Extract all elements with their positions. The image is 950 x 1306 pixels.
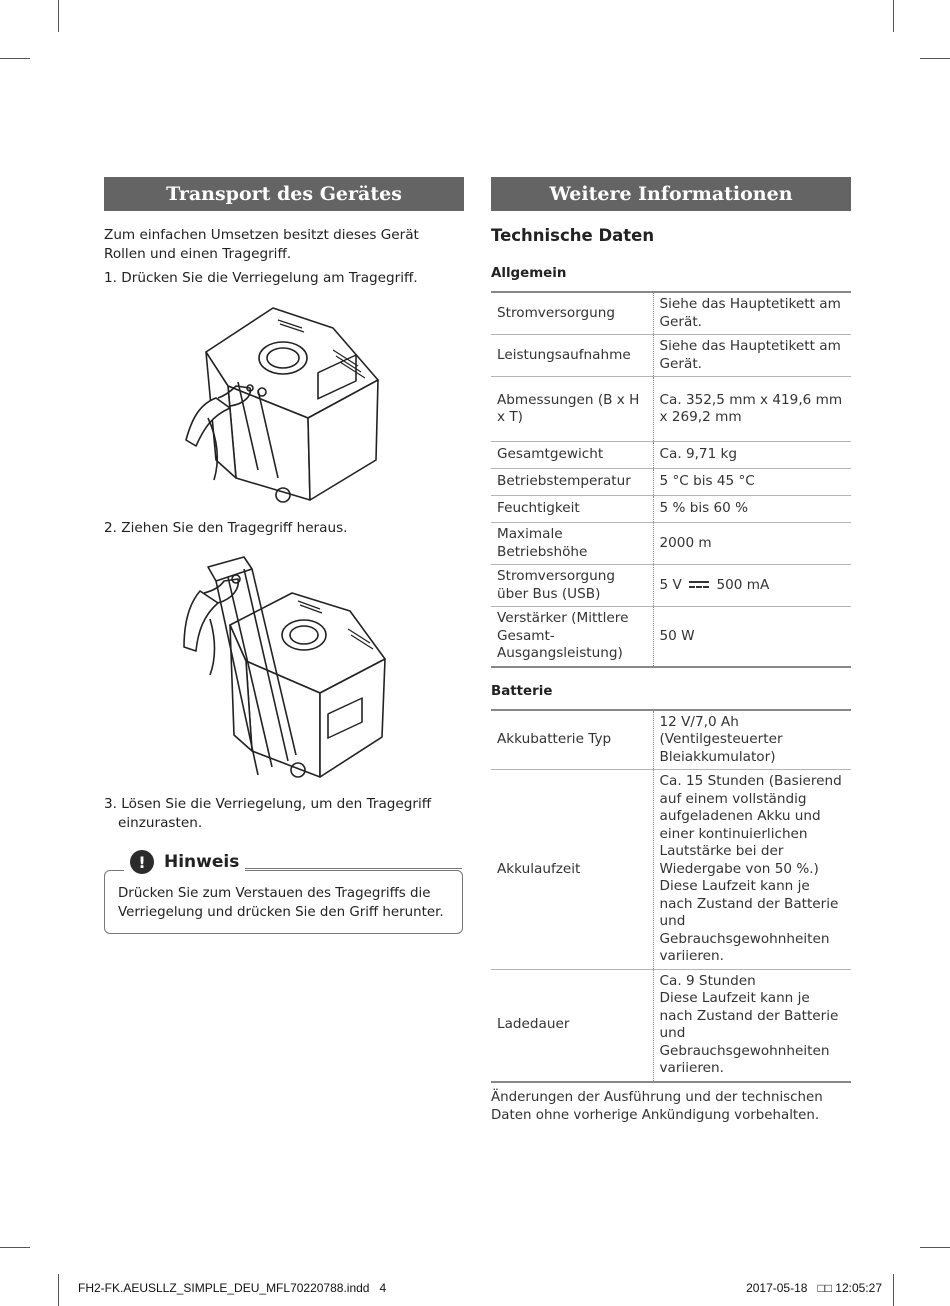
spec-key: Stromversorgung über Bus (USB): [491, 565, 653, 607]
spec-value: 50 W: [659, 627, 695, 644]
charge-time: Ca. 9 Stunden: [659, 972, 756, 989]
general-label: Allgemein: [491, 266, 567, 281]
spec-key: Akkulaufzeit: [491, 770, 653, 970]
illustration-press-lock: [178, 300, 388, 510]
crop-mark: [920, 58, 950, 59]
general-spec-table: [491, 293, 851, 668]
spec-value: Siehe das Hauptetikett am Gerät.: [659, 338, 841, 372]
crop-mark: [893, 1274, 894, 1306]
spec-key: Verstärker (Mittlere Gesamt-Ausgangsleistung): [491, 607, 653, 667]
spec-key: Abmessungen (B x H x T): [491, 377, 653, 442]
table-row: [491, 565, 851, 607]
table-row: [491, 770, 851, 970]
spec-key: Maximale Betriebshöhe: [491, 523, 653, 565]
spec-key: Akkubatterie Typ: [491, 711, 653, 770]
spec-value: 5 % bis 60 %: [659, 500, 749, 517]
note-text: Drücken Sie zum Verstauen des Tragegriffs die Verriegelung und drücken Sie den Griff herunter.: [118, 886, 444, 920]
section-title-transport: Transport des Gerätes: [104, 177, 464, 211]
table-row: [491, 377, 851, 442]
table-row: [491, 442, 851, 469]
spec-key: Feuchtigkeit: [491, 496, 653, 523]
dc-symbol-icon: [689, 581, 709, 589]
spec-key: Gesamtgewicht: [491, 442, 653, 469]
table-row: [491, 607, 851, 667]
spec-value: [653, 565, 851, 607]
note-header: [124, 850, 245, 874]
step-2: 2. Ziehen Sie den Tragegriff heraus.: [104, 520, 348, 536]
table-row: [491, 293, 851, 335]
note-divider: [242, 868, 462, 869]
step-3-line-2: einzurasten.: [118, 815, 203, 831]
table-row: [491, 335, 851, 377]
spec-value: 2000 m: [659, 534, 712, 551]
exclamation-icon: !: [130, 850, 154, 874]
charge-note: Diese Laufzeit kann je nach Zustand der Batterie und Gebrauchsgewohnheiten variieren.: [659, 990, 839, 1076]
spec-key: Ladedauer: [491, 969, 653, 1082]
table-row: [491, 496, 851, 523]
crop-mark: [58, 0, 59, 32]
spec-value: Ca. 15 Stunden (Basierend auf einem vollständig aufgeladenen Akku und einer kontinuierlichen Lautstärke bei der Wiedergabe von 50 %.) Diese Laufzeit kann je nach Zustand der Batterie und Gebrauchsgewohnheiten variieren.: [659, 773, 842, 964]
crop-mark: [0, 1247, 30, 1248]
crop-mark: [58, 1274, 59, 1306]
technical-data: [491, 226, 851, 1125]
crop-mark: [920, 1247, 950, 1248]
spec-value: 5 °C bis 45 °C: [659, 473, 755, 490]
step-3-line-1: 3. Lösen Sie die Verriegelung, um den Tragegriff: [104, 796, 432, 812]
spec-key: Betriebstemperatur: [491, 469, 653, 496]
usb-current: 500 mA: [716, 576, 770, 593]
table-row: [491, 711, 851, 770]
spec-value: Ca. 9,71 kg: [659, 446, 738, 463]
footnote: Änderungen der Ausführung und der technischen Daten ohne vorherige Ankündigung vorbehalten.: [491, 1089, 823, 1123]
note-title: Hinweis: [164, 852, 240, 872]
step-3: [104, 795, 464, 833]
battery-label: Batterie: [491, 683, 553, 699]
section-title-info: Weitere Informationen: [491, 177, 851, 211]
battery-spec-table: [491, 711, 851, 1083]
table-row: [491, 523, 851, 565]
illustration-pull-handle: [180, 555, 390, 785]
table-row: [491, 469, 851, 496]
footer-filename: FH2-FK.AEUSLLZ_SIMPLE_DEU_MFL70220788.indd 4: [78, 1281, 387, 1295]
usb-voltage: 5 V: [659, 576, 682, 593]
table-row: [491, 969, 851, 1082]
spec-value: Siehe das Hauptetikett am Gerät.: [659, 296, 841, 330]
transport-instructions: [104, 226, 464, 293]
crop-mark: [893, 0, 894, 32]
spec-key: Leistungsaufnahme: [491, 335, 653, 377]
spec-key: Stromversorgung: [491, 293, 653, 335]
technical-data-heading: Technische Daten: [491, 226, 655, 245]
crop-mark: [0, 58, 30, 59]
intro-text: Zum einfachen Umsetzen besitzt dieses Gerät Rollen und einen Tragegriff.: [104, 227, 419, 262]
spec-value: Ca. 352,5 mm x 419,6 mm x 269,2 mm: [659, 391, 843, 425]
spec-value: 12 V/7,0 Ah (Ventilgesteuerter Bleiakkumulator): [659, 713, 783, 765]
step-1: 1. Drücken Sie die Verriegelung am Tragegriff.: [104, 270, 418, 286]
footer-datetime: 2017-05-18 □□ 12:05:27: [746, 1281, 882, 1295]
spec-value: [653, 969, 851, 1082]
